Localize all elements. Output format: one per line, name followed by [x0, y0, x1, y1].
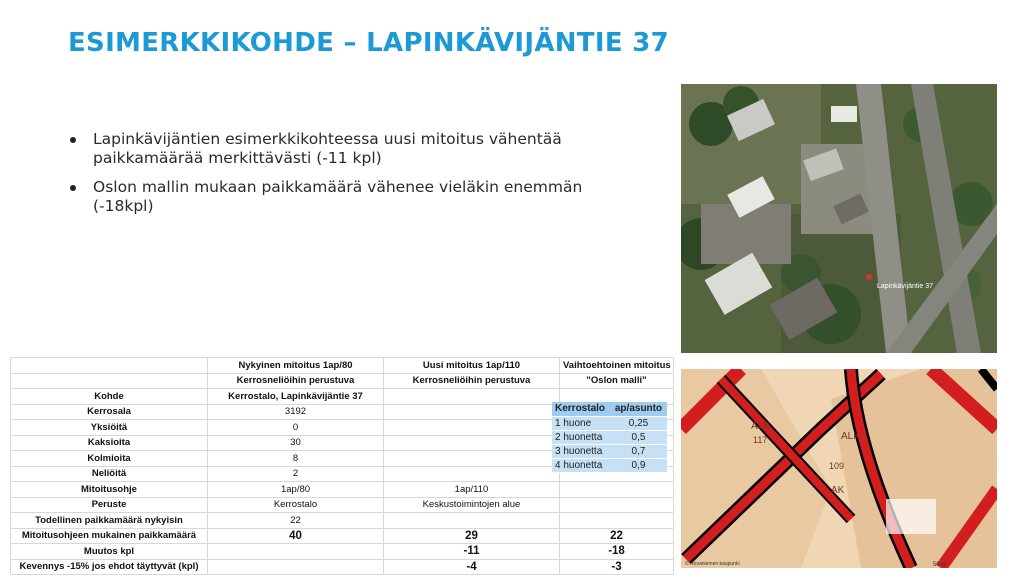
table-cell [208, 559, 384, 575]
table-cell: 1ap/110 [384, 482, 560, 498]
block-label: 109 [829, 461, 845, 471]
block-label: AK [831, 485, 845, 496]
table-cell: -18 [560, 544, 674, 560]
table-cell [11, 373, 208, 389]
zoning-map [681, 369, 997, 568]
row-label: Yksiöitä [11, 420, 208, 436]
block-label: ALK [841, 431, 860, 442]
ratio-row [552, 458, 667, 472]
scale-label: 50 m [933, 562, 947, 568]
table-cell: -3 [560, 559, 674, 575]
table-row [11, 482, 674, 498]
column-header: Nykyinen mitoitus 1ap/80 [208, 358, 384, 374]
aerial-photo [681, 84, 997, 353]
table-header-row [11, 373, 674, 389]
table-cell [384, 513, 560, 529]
ratio-row [552, 430, 667, 444]
ratio-key: 3 huonetta [552, 444, 610, 458]
ratio-value: 0,5 [610, 430, 667, 444]
table-cell [384, 404, 560, 420]
ratio-row [552, 444, 667, 458]
row-label: Muutos kpl [11, 544, 208, 560]
map-footer: © Rovaniemen kaupunki [685, 561, 740, 567]
table-cell [208, 544, 384, 560]
table-cell: 22 [208, 513, 384, 529]
table-row [11, 528, 674, 544]
ratio-value: 0,25 [610, 416, 667, 430]
table-cell: 22 [560, 528, 674, 544]
table-cell [560, 482, 674, 498]
table-cell [384, 389, 560, 405]
bullet-list [70, 130, 590, 226]
table-cell: 0 [208, 420, 384, 436]
slide-title: ESIMERKKIKOHDE – LAPINKÄVIJÄNTIE 37 [68, 28, 670, 58]
ratio-key: 2 huonetta [552, 430, 610, 444]
ratio-key: 4 huonetta [552, 458, 610, 472]
bullet-item: Lapinkävijäntien esimerkkikohteessa uusi mitoitus vähentää paikkamäärää merkittävästi (-11 kpl) [70, 130, 590, 168]
row-label: Todellinen paikkamäärä nykyisin [11, 513, 208, 529]
table-cell [560, 497, 674, 513]
table-row [11, 559, 674, 575]
row-label: Mitoitusohje [11, 482, 208, 498]
table-cell [384, 420, 560, 436]
row-label: Neliöitä [11, 466, 208, 482]
ratio-key: 1 huone [552, 416, 610, 430]
ratio-header-row [552, 402, 667, 416]
column-subheader: "Oslon malli" [560, 373, 674, 389]
row-label: Peruste [11, 497, 208, 513]
table-header-row [11, 358, 674, 374]
column-subheader: Kerrosneliöihin perustuva [384, 373, 560, 389]
column-header: Uusi mitoitus 1ap/110 [384, 358, 560, 374]
table-cell [384, 435, 560, 451]
table-cell: Kerrostalo [208, 497, 384, 513]
ratio-header-value: ap/asunto [610, 402, 667, 416]
table-cell: -4 [384, 559, 560, 575]
column-header: Vaihtoehtoinen mitoitus [560, 358, 674, 374]
map-place-label: Lapinkävijäntie 37 [877, 283, 934, 290]
table-cell [384, 466, 560, 482]
table-row [11, 513, 674, 529]
row-label: Kerrosala [11, 404, 208, 420]
row-label: Kohde [11, 389, 208, 405]
table-cell: Kerrostalo, Lapinkävijäntie 37 [208, 389, 384, 405]
row-label: Kaksioita [11, 435, 208, 451]
oslo-ratio-table [552, 402, 667, 473]
table-cell [560, 513, 674, 529]
block-label: ALK [751, 421, 770, 432]
table-cell [384, 451, 560, 467]
table-row [11, 544, 674, 560]
table-cell: 1ap/80 [208, 482, 384, 498]
bullet-item: Oslon mallin mukaan paikkamäärä vähenee vieläkin enemmän (-18kpl) [70, 178, 590, 216]
row-label: Mitoitusohjeen mukainen paikkamäärä [11, 528, 208, 544]
table-cell: 30 [208, 435, 384, 451]
table-cell: -11 [384, 544, 560, 560]
row-label: Kevennys -15% jos ehdot täyttyvät (kpl) [11, 559, 208, 575]
ratio-header-key: Kerrostalo [552, 402, 610, 416]
table-cell: 29 [384, 528, 560, 544]
block-label: 117 [753, 435, 768, 445]
column-subheader: Kerrosneliöihin perustuva [208, 373, 384, 389]
table-cell: 40 [208, 528, 384, 544]
ratio-value: 0,9 [610, 458, 667, 472]
table-cell: Keskustoimintojen alue [384, 497, 560, 513]
table-row [11, 497, 674, 513]
row-label: Kolmioita [11, 451, 208, 467]
table-cell [11, 358, 208, 374]
table-cell: 3192 [208, 404, 384, 420]
ratio-value: 0,7 [610, 444, 667, 458]
table-cell: 8 [208, 451, 384, 467]
ratio-row [552, 416, 667, 430]
table-cell: 2 [208, 466, 384, 482]
